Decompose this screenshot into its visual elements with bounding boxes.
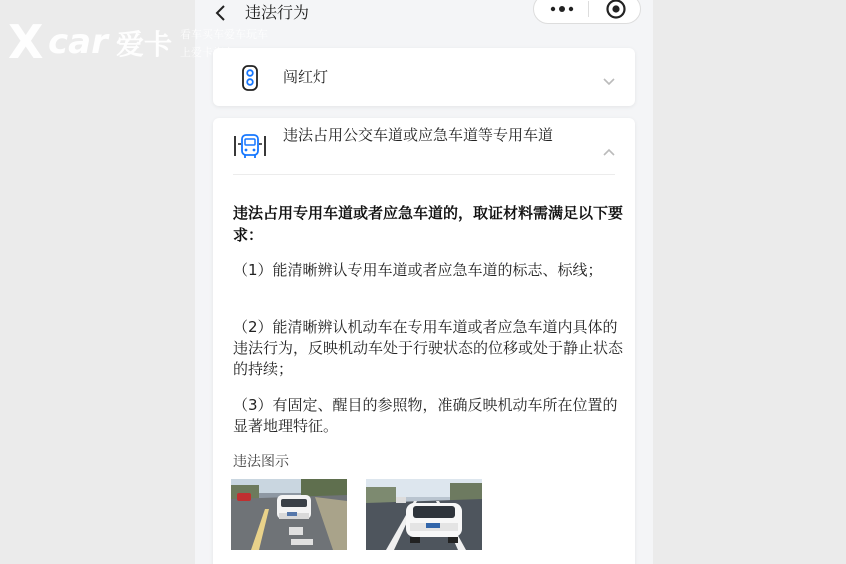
illustration-label: 违法图示 <box>233 454 289 470</box>
more-dots-icon[interactable] <box>544 0 580 21</box>
violation-example-photo[interactable] <box>231 479 347 550</box>
watermark-brand: 爱卡 <box>116 28 173 61</box>
requirement-item: （3）有固定、醒目的参照物，准确反映机动车所在位置的显著地理特征。 <box>233 396 618 435</box>
close-circle-icon[interactable] <box>600 0 632 21</box>
violation-card-bus-lane <box>213 118 635 564</box>
capsule-divider <box>588 1 589 17</box>
bus-lane-icon <box>233 132 267 160</box>
mini-program-page <box>195 0 653 564</box>
watermark-x: X <box>8 15 42 69</box>
violation-example-photo[interactable] <box>366 479 482 550</box>
requirement-item: （1）能清晰辨认专用车道或者应急车道的标志、标线； <box>233 261 603 279</box>
requirements-heading: 违法占用专用车道或者应急车道的，取证材料需满足以下要求： <box>233 204 624 244</box>
xcar-watermark <box>8 16 288 76</box>
watermark-slogan: 看车买车爱车玩车 <box>180 28 268 41</box>
page-title: 违法行为 <box>245 3 310 22</box>
card-label[interactable]: 违法占用公交车道或应急车道等专用车道 <box>283 126 554 144</box>
chevron-down-icon[interactable] <box>602 72 616 82</box>
capsule-menu <box>533 0 641 24</box>
card-label: 闯红灯 <box>283 68 329 86</box>
watermark-slogan: 上爱卡汽车App <box>180 46 257 59</box>
watermark-car: car <box>48 22 108 62</box>
card-divider <box>233 174 615 175</box>
chevron-up-icon[interactable] <box>602 142 616 152</box>
requirement-item: （2）能清晰辨认机动车在专用车道或者应急车道内具体的违法行为，反映机动车处于行驶状态的位移或处于静止状态的持续； <box>233 318 624 378</box>
